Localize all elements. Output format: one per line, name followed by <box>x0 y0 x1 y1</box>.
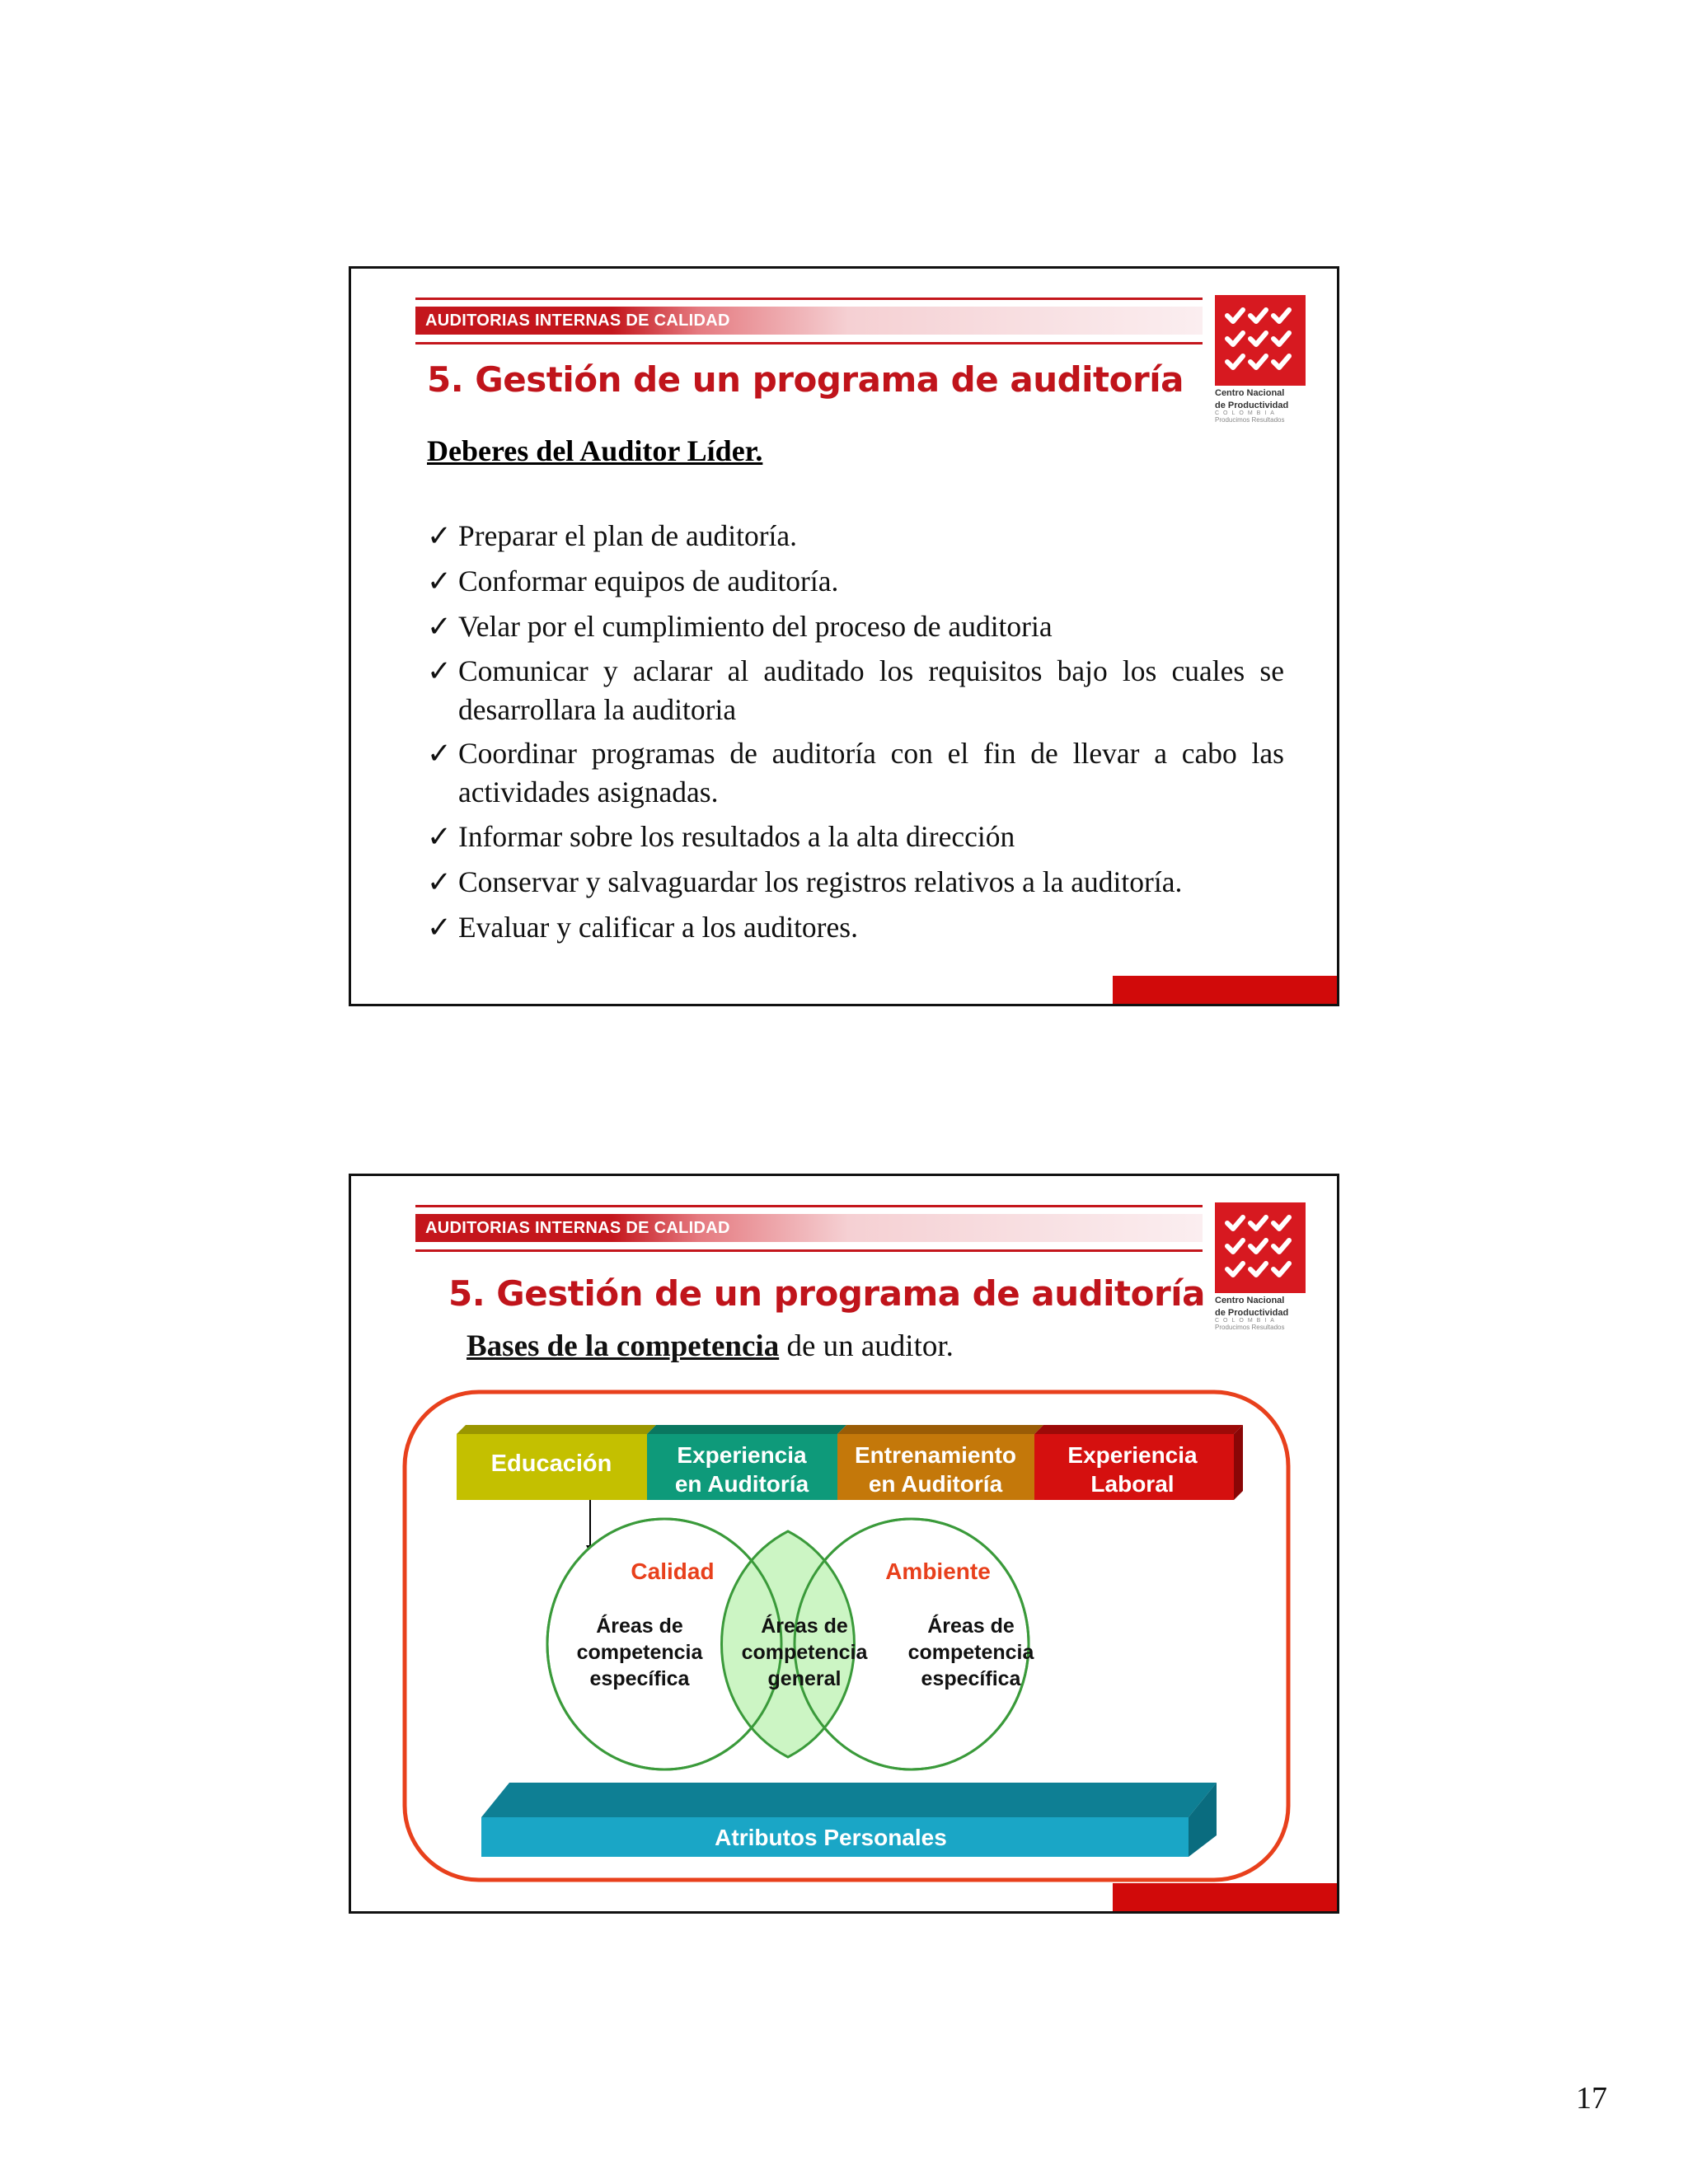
check-icon: ✓ <box>427 737 452 770</box>
block-entrenamiento-line1: Entrenamiento <box>854 1442 1017 1468</box>
block-experiencia-auditoria-line1: Experiencia <box>677 1442 807 1468</box>
header-banner-text: AUDITORIAS INTERNAS DE CALIDAD <box>425 312 730 330</box>
list-item-text: Velar por el cumplimiento del proceso de auditoria <box>458 610 1053 643</box>
label-calidad: Calidad <box>631 1558 715 1584</box>
check-icon: ✓ <box>427 911 452 944</box>
block-experiencia-laboral <box>1034 1425 1243 1500</box>
competence-diagram <box>351 1176 1337 1911</box>
block-experiencia-auditoria-line2: en Auditoría <box>674 1471 809 1497</box>
block-educacion-label: Educación <box>490 1451 612 1477</box>
duties-list <box>427 516 1284 953</box>
base-label: Atributos Personales <box>715 1825 947 1850</box>
left-text-2: competencia <box>576 1641 703 1664</box>
cnp-logo <box>1215 295 1306 424</box>
list-item <box>427 652 1284 729</box>
list-item-text: Preparar el plan de auditoría. <box>458 519 798 552</box>
check-icon: ✓ <box>427 820 452 853</box>
check-icon: ✓ <box>427 654 452 687</box>
logo-country: COLOMBIA <box>1215 410 1278 416</box>
slide-subtitle: Deberes del Auditor Líder. <box>427 434 763 467</box>
page-number: 17 <box>1576 2081 1607 2116</box>
check-icon: ✓ <box>427 519 452 552</box>
slide-title: 5. Gestión de un programa de auditoría <box>448 1273 1205 1314</box>
footer-red-block <box>1113 1883 1337 1911</box>
slide-2 <box>349 1174 1339 1914</box>
left-text-1: Áreas de <box>596 1615 683 1638</box>
list-item <box>427 516 1284 556</box>
bases-bold: Bases de la competencia <box>467 1329 780 1363</box>
check-icon: ✓ <box>427 865 452 898</box>
check-icon: ✓ <box>427 565 452 598</box>
list-item-text: Informar sobre los resultados a la alta dirección <box>458 820 1015 853</box>
logo-tagline: Producimos Resultados <box>1215 416 1285 424</box>
center-text-3: general <box>767 1667 842 1690</box>
list-item-text: Conservar y salvaguardar los registros relativos a la auditoría. <box>458 865 1183 898</box>
header-banner-text: AUDITORIAS INTERNAS DE CALIDAD <box>425 1219 730 1237</box>
list-item-text: Comunicar y aclarar al auditado los requisitos bajo los cuales se desarrollara la auditoria <box>458 654 1284 726</box>
block-experiencia-laboral-line1: Experiencia <box>1067 1442 1198 1468</box>
list-item-text: Coordinar programas de auditoría con el fin de llevar a cabo las actividades asignadas. <box>458 737 1284 808</box>
list-item <box>427 817 1284 857</box>
list-item-text: Evaluar y calificar a los auditores. <box>458 911 858 944</box>
base-atributos-personales <box>481 1783 1217 1857</box>
center-text-2: competencia <box>741 1641 868 1664</box>
list-item <box>427 862 1284 902</box>
header-line-top <box>415 298 1203 300</box>
logo-name-1: Centro Nacional <box>1215 1296 1285 1305</box>
check-icon: ✓ <box>427 610 452 643</box>
logo-name-2: de Productividad <box>1215 401 1289 410</box>
footer-red-block <box>1113 976 1337 1004</box>
block-experiencia-laboral-line2: Laboral <box>1090 1471 1175 1497</box>
slide-title: 5. Gestión de un programa de auditoría <box>427 359 1184 400</box>
header-line-bottom <box>415 342 1203 344</box>
block-educacion <box>457 1425 656 1500</box>
label-ambiente: Ambiente <box>885 1558 991 1584</box>
header-banner <box>415 307 1203 335</box>
checkmarks-logo-icon <box>1215 295 1306 386</box>
block-entrenamiento-line2: en Auditoría <box>868 1471 1003 1497</box>
logo-tagline: Producimos Resultados <box>1215 1324 1285 1331</box>
bases-rest: de un auditor. <box>779 1329 954 1363</box>
right-text-3: específica <box>921 1667 1021 1690</box>
right-text-1: Áreas de <box>927 1615 1015 1638</box>
left-text-3: específica <box>589 1667 690 1690</box>
logo-name-1: Centro Nacional <box>1215 388 1285 398</box>
list-item <box>427 734 1284 812</box>
list-item <box>427 907 1284 948</box>
right-text-2: competencia <box>907 1641 1034 1664</box>
list-item-text: Conformar equipos de auditoría. <box>458 565 839 598</box>
list-item <box>427 607 1284 647</box>
logo-country: COLOMBIA <box>1215 1318 1278 1324</box>
slide-1 <box>349 266 1339 1006</box>
list-item <box>427 561 1284 602</box>
block-entrenamiento <box>837 1425 1043 1500</box>
block-experiencia-auditoria <box>647 1425 846 1500</box>
logo-name-2: de Productividad <box>1215 1308 1289 1318</box>
center-text-1: Áreas de <box>761 1615 848 1638</box>
